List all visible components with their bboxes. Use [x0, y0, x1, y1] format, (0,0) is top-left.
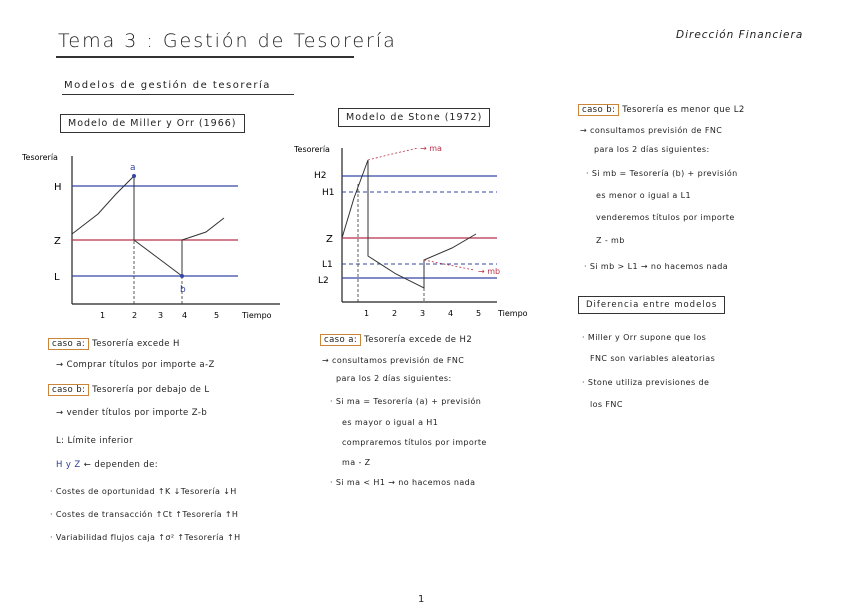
subtitle-underline: [62, 94, 294, 95]
right-case-b: caso b: Tesorería es menor que L2: [578, 104, 745, 116]
miller-bullet-3: · Variabilidad flujos caja ↑σ² ↑Tesorería ↑H: [50, 533, 241, 542]
stone-cash-path: [342, 160, 476, 288]
stone-mb-label: → mb: [478, 267, 501, 276]
miller-case-a-action: → Comprar títulos por importe a-Z: [56, 360, 215, 370]
stone-ytick-h1: H1: [322, 188, 335, 198]
miller-label-b: b: [180, 285, 186, 295]
stone-mb-path: [424, 260, 474, 270]
miller-orr-chart: [20, 146, 290, 326]
stone-xtick-5: 5: [476, 309, 482, 318]
stone-line-7: · Si ma < H1 → no hacemos nada: [330, 478, 476, 487]
right-case-b-tag: caso b:: [578, 104, 619, 116]
miller-ylabel: Tesorería: [22, 153, 58, 162]
right-line-2: para los 2 días siguientes:: [594, 145, 710, 154]
stone-box: Modelo de Stone (1972): [338, 108, 490, 127]
stone-line-3: · Si ma = Tesorería (a) + previsión: [330, 397, 482, 406]
stone-ma-path: [368, 148, 418, 160]
stone-line-4: es mayor o igual a H1: [342, 418, 439, 427]
miller-case-b-action: → vender títulos por importe Z-b: [56, 408, 208, 418]
stone-ytick-l1: L1: [322, 260, 333, 270]
stone-ytick-l2: L2: [318, 276, 329, 286]
miller-xtick-2: 2: [132, 311, 138, 320]
stone-ytick-z: Z: [326, 234, 333, 245]
stone-xtick-3: 3: [420, 309, 426, 318]
stone-xtick-2: 2: [392, 309, 398, 318]
diff-line-3: · Stone utiliza previsiones de: [582, 378, 710, 387]
right-line-7: · Si mb > L1 → no hacemos nada: [584, 262, 729, 271]
miller-label-a: a: [130, 163, 136, 173]
miller-case-b-tag: caso b:: [48, 384, 89, 396]
miller-xtick-1: 1: [100, 311, 106, 320]
right-line-5: venderemos títulos por importe: [596, 213, 735, 222]
diff-line-2: FNC son variables aleatorias: [590, 354, 716, 363]
stone-xtick-1: 1: [364, 309, 370, 318]
miller-case-b: caso b: Tesorería por debajo de L: [48, 384, 210, 396]
stone-line-2: para los 2 días siguientes:: [336, 374, 452, 383]
miller-limit-note: L: Límite inferior: [56, 436, 134, 446]
diff-box: Diferencia entre modelos: [578, 296, 725, 314]
miller-case-a: caso a: Tesorería excede H: [48, 338, 180, 350]
miller-xlabel: Tiempo: [242, 311, 272, 320]
right-line-6: Z - mb: [596, 236, 625, 245]
right-line-4: es menor o igual a L1: [596, 191, 692, 200]
stone-line-5: compraremos títulos por importe: [342, 438, 487, 447]
diff-line-1: · Miller y Orr supone que los: [582, 333, 707, 342]
miller-ytick-l: L: [54, 272, 60, 283]
miller-point-a: [132, 174, 136, 178]
miller-xtick-4: 4: [182, 311, 188, 320]
stone-ylabel: Tesorería: [294, 145, 330, 154]
diff-line-4: los FNC: [590, 400, 623, 409]
miller-cash-path: [72, 176, 224, 276]
stone-line-1: → consultamos previsión de FNC: [322, 356, 465, 365]
course-header: Dirección Financiera: [676, 29, 804, 41]
page-number: 1: [418, 594, 425, 605]
miller-bullet-1: · Costes de oportunidad ↑K ↓Tesorería ↓H: [50, 487, 237, 496]
miller-xtick-3: 3: [158, 311, 164, 320]
miller-bullet-2: · Costes de transacción ↑Ct ↑Tesorería ↑H: [50, 510, 239, 519]
miller-orr-box: Modelo de Miller y Orr (1966): [60, 114, 245, 133]
stone-case-a-tag: caso a:: [320, 334, 361, 346]
right-line-1: → consultamos previsión de FNC: [580, 126, 723, 135]
stone-ma-label: → ma: [420, 144, 442, 153]
stone-line-6: ma - Z: [342, 458, 371, 467]
page-title: Tema 3 : Gestión de Tesorería: [58, 30, 397, 52]
stone-case-a: caso a: Tesorería excede de H2: [320, 334, 472, 346]
right-line-3: · Si mb = Tesorería (b) + previsión: [586, 169, 738, 178]
miller-case-a-tag: caso a:: [48, 338, 89, 350]
miller-ytick-z: Z: [54, 236, 61, 247]
stone-chart: [292, 138, 542, 320]
stone-ytick-h2: H2: [314, 171, 327, 181]
miller-depend-note: H y Z ← dependen de:: [56, 460, 159, 470]
miller-point-b: [180, 274, 184, 278]
title-underline: [56, 56, 354, 58]
miller-ytick-h: H: [54, 182, 62, 193]
section-subtitle: Modelos de gestión de tesorería: [64, 80, 271, 91]
stone-xlabel: Tiempo: [498, 309, 528, 318]
stone-xtick-4: 4: [448, 309, 454, 318]
miller-xtick-5: 5: [214, 311, 220, 320]
